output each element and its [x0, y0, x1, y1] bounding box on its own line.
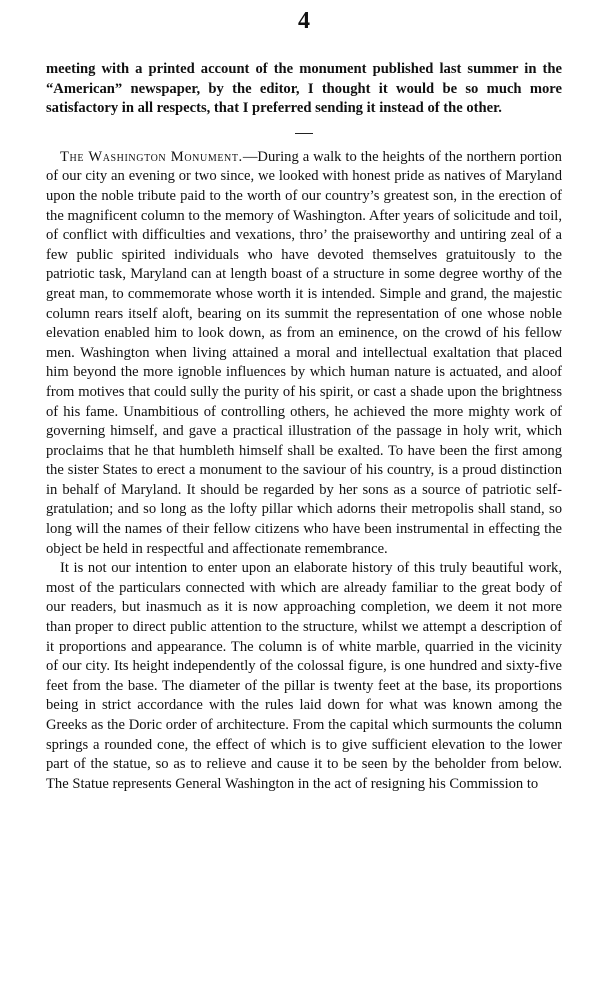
- intro-paragraph: meeting with a printed account of the monument published last summer in the “American” newspaper, by the editor, I thought it would be so much more satisfactory in all respects, that I preferred sending it instead of the other.: [46, 61, 562, 117]
- article-paragraph-2: It is not our intention to enter upon an elaborate history of this truly beautiful work, most of the particulars connected with which are already familiar to the great body of our readers, but inasmuch as it is now approaching completion, we deem it not more than proper to direct public attention to the structure, whilst we attempt a description of it proportions and appearance. The column is of white marble, quarried in the vicinity of our city. Its height independently of the colossal figure, is one hundred and sixty-five feet from the base. The diameter of the pillar is twenty feet at the base, its proportions being in strict accordance with the rules laid down for what was known among the Greeks as the Doric order of architecture. From the capital which surmounts the column springs a rounded cone, the effect of which is to give sufficient elevation to the lower part of the statue, so as to relieve and cause it to be seen by the beholder from below. The Statue represents General Washington in the act of resigning his Commission to: [46, 560, 562, 792]
- article-paragraph-1: [46, 148, 562, 559]
- article-lead-text: —During a walk to the heights of the northern portion of our city an evening or two since, we looked with honest pride as natives of Maryland upon the noble tribute paid to the worth of our country’s greatest son, in the erection of the magnificent column to the memory of Washington. After years of solicitude and toil, of conflict with difficulties and vexations, thro’ the praiseworthy and untiring zeal of a few public spirited individuals who have devoted themselves gratuitously to the patriotic task, Maryland can at length boast of a structure in some degree worthy of the great man, to commemorate whose worth it is intended. Simple and grand, the majestic column rears itself aloft, bearing on its summit the representation of one whose noble elevation enabled him to look down, as from an eminence, on the crowd of his fellow men. Washington when living attained a moral and intellectual exaltation that placed him beyond the more ignoble influences by which human nature is actuated, and aloof from motives that could sully the purity of his spirit, or cast a shade upon the brightness of his fame. Unambitious of controlling others, he achieved the more mighty work of governing himself, and gave a practical illustration of the passage in holy writ, which proclaims that he that humbleth himself shall be exalted. To have been the first among the sister States to erect a monument to the saviour of his country, is a proud distinction in behalf of Maryland. It should be regarded by her sons as a source of patriotic self-gratulation; and so long as the lofty pillar which adorns their metropolis shall stand, so long will the names of their fellow citizens who have been instrumental in effecting the object be held in respectful and affectionate remembrance.: [46, 148, 562, 557]
- page-number: 4: [298, 8, 310, 34]
- article-headline: The Washington Monument.: [60, 148, 243, 165]
- section-divider: [295, 133, 313, 134]
